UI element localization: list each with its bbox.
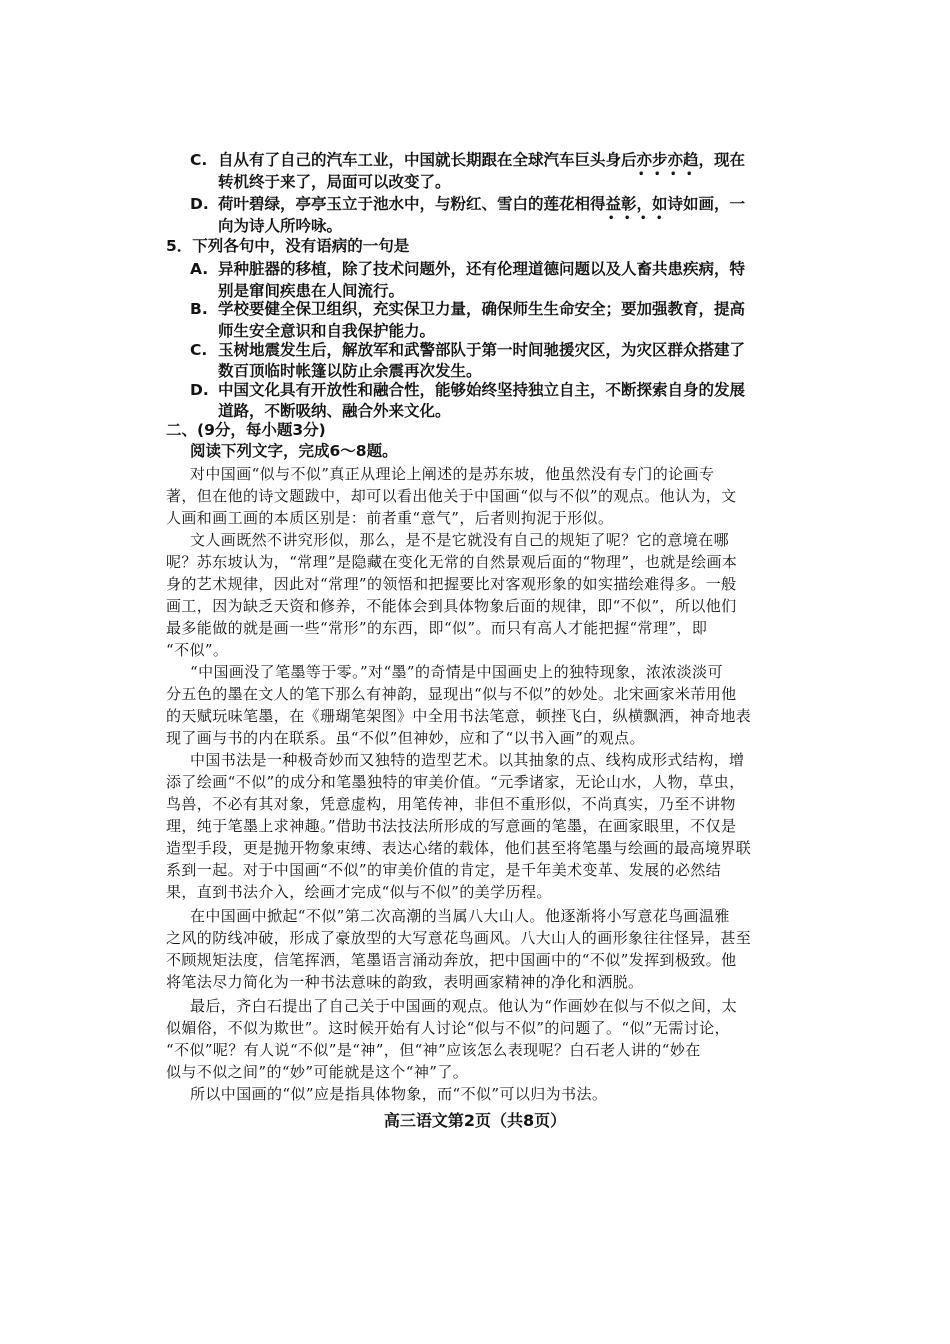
section-instruction: 阅读下列文字，完成6～8题。 — [190, 442, 398, 460]
emphasis-dot: • — [654, 169, 661, 180]
passage-line: 人画和画工画的本质区别是：前者重“意气”，后者则拘泥于形似。 — [166, 509, 614, 527]
q5-option-a-label: A. — [190, 260, 209, 278]
q5-option-b-label: B. — [190, 300, 208, 318]
passage-line: 在中国画中掀起“不似”第二次高潮的当属八大山人。他逐渐将小写意花鸟画温雅 — [190, 907, 730, 925]
passage-line: 画工，因为缺乏天资和修养，不能体会到具体物象后面的规律，即“不似”，所以他们 — [166, 597, 737, 615]
q5-option-d-line2: 道路，不断吸纳、融合外来文化。 — [218, 402, 451, 420]
q5-option-c-line2: 数百顶临时帐篷以防止余震再次发生。 — [218, 362, 482, 380]
passage-line: 最后，齐白石提出了自己关于中国画的观点。他认为“作画妙在似与不似之间，太 — [190, 997, 738, 1015]
passage-line: “不似”呢？有人说“不似”是“神”，但“神”应该怎么表现呢？白石老人讲的“妙在 — [166, 1041, 701, 1059]
q4-option-c-label: C. — [190, 151, 208, 169]
emphasis-dot: • — [656, 213, 663, 224]
q4-option-c-line2: 转机终于来了，局面可以改变了。 — [218, 173, 451, 191]
emphasis-dot: • — [686, 169, 693, 180]
emphasis-dot: • — [638, 169, 645, 180]
passage-line: 分五色的墨在文人的笔下那么有神韵，显现出“似与不似”的妙处。北宋画家米芾用他 — [166, 685, 737, 703]
passage-line: 添了绘画“不似”的成分和笔墨独特的审美价值。“元季诸家，无论山水，人物，草虫， — [166, 773, 745, 791]
passage-line: 果，直到书法介入，绘画才完成“似与不似”的美学历程。 — [166, 883, 552, 901]
passage-line: 对中国画“似与不似”真正从理论上阐述的是苏东坡，他虽然没有专门的论画专 — [190, 465, 715, 483]
q5-option-b-line2: 师生安全意识和自我保护能力。 — [218, 322, 436, 340]
emphasis-dot: • — [640, 213, 647, 224]
passage-line: “中国画没了笔墨等于零。”对“墨”的奇情是中国画史上的独特现象，浓浓淡淡可 — [190, 663, 723, 681]
emphasis-dot: • — [624, 213, 631, 224]
passage-line: 现了画与书的内在联系。虽“不似”但神妙，应和了“以书入画”的观点。 — [166, 729, 645, 747]
q5-stem: 5．下列各句中，没有语病的一句是 — [166, 237, 410, 255]
passage-line: “不似”。 — [166, 641, 229, 659]
passage-line: 之风的防线冲破，形成了豪放型的大写意花鸟画风。八大山人的画形象往往怪异，甚至 — [166, 929, 752, 947]
emphasis-dot: • — [670, 169, 677, 180]
passage-line: 身的艺术规律，因此对“常理”的领悟和把握要比对客观形象的如实描绘难得多。一般 — [166, 575, 737, 593]
q5-option-a-line2: 别是窜间疾患在人间流行。 — [218, 282, 405, 300]
passage-line: 不顾规矩法度，信笔挥洒，笔墨语言涌动奔放，把中国画中的“不似”发挥到极致。他 — [166, 951, 737, 969]
passage-line: 中国书法是一种极奇妙而又独特的造型艺术。以其抽象的点、线构成形式结构，增 — [190, 751, 745, 769]
passage-line: 将笔法尽力简化为一种书法意味的韵致，表明画家精神的净化和洒脱。 — [166, 973, 644, 991]
passage-line: 著，但在他的诗文题跋中，却可以看出他关于中国画“似与不似”的观点。他认为，文 — [166, 487, 737, 505]
q4-option-d-label: D. — [190, 195, 209, 213]
passage-line: 理，纯于笔墨上求神趣。”借助书法技法所形成的写意画的笔墨，在画家眼里，不仅是 — [166, 817, 737, 835]
passage-line: 最多能做的就是画一些“常形”的东西，即“似”。而只有高人才能把握“常理”，即 — [166, 619, 708, 637]
passage-line: 似媚俗，不似为欺世”。这时候开始有人讨论“似与不似”的问题了。“似”无需讨论， — [166, 1019, 730, 1037]
emphasis-dot: • — [608, 213, 615, 224]
passage-line: 所以中国画的“似”应是指具体物象，而“不似”可以归为书法。 — [190, 1085, 608, 1103]
passage-line: 呢？苏东坡认为，“常理”是隐藏在变化无常的自然景观后面的“物理”，也就是绘画本 — [166, 553, 738, 571]
passage-line: 系到一起。对于中国画“不似”的审美价值的肯定，是千年美术变革、发展的必然结 — [166, 861, 722, 879]
passage-line: 文人画既然不讲究形似，那么，是不是它就没有自己的规矩了呢？它的意境在哪 — [190, 531, 730, 549]
q5-option-d-line1: 中国文化具有开放性和融合性，能够始终坚持独立自主，不断探索自身的发展 — [218, 381, 746, 399]
q5-option-b-line1: 学校要健全保卫组织，充实保卫力量，确保师生生命安全；要加强教育，提高 — [218, 300, 746, 318]
passage-line: 造型手段，更是抛开物象束缚、表达心绪的载体，他们甚至将笔墨与绘画的最高境界联 — [166, 839, 752, 857]
q5-option-a-line1: 异种脏器的移植，除了技术问题外，还有伦理道德问题以及人畜共患疾病，特 — [218, 260, 746, 278]
q4-option-c-line1: 自从有了自己的汽车工业，中国就长期跟在全球汽车巨头身后亦步亦趋，现在 — [218, 151, 746, 169]
q5-option-c-label: C. — [190, 341, 208, 359]
q5-option-d-label: D. — [190, 381, 209, 399]
passage-line: 鸟兽，不必有其对象，凭意虚构，用笔传神，非但不重形似，不尚真实，乃至不讲物 — [166, 795, 736, 813]
passage-line: 似与不似之间”的“妙”可能就是这个“神”了。 — [166, 1063, 469, 1081]
q5-option-c-line1: 玉树地震发生后，解放军和武警部队于第一时间驰援灾区，为灾区群众搭建了 — [218, 341, 746, 359]
page-footer: 高三语文第2页（共8页） — [383, 1111, 567, 1130]
passage-line: 的天赋玩味笔墨，在《珊瑚笔架图》中全用书法笔意，顿挫飞白，纵横飘洒，神奇地表 — [166, 707, 752, 725]
q4-option-d-line1: 荷叶碧绿，亭亭玉立于池水中，与粉红、雪白的莲花相得益彰，如诗如画，一 — [218, 195, 746, 213]
section-heading: 二、(9分，每小题3分) — [166, 421, 326, 439]
q4-option-d-line2: 向为诗人所吟咏。 — [218, 217, 343, 235]
